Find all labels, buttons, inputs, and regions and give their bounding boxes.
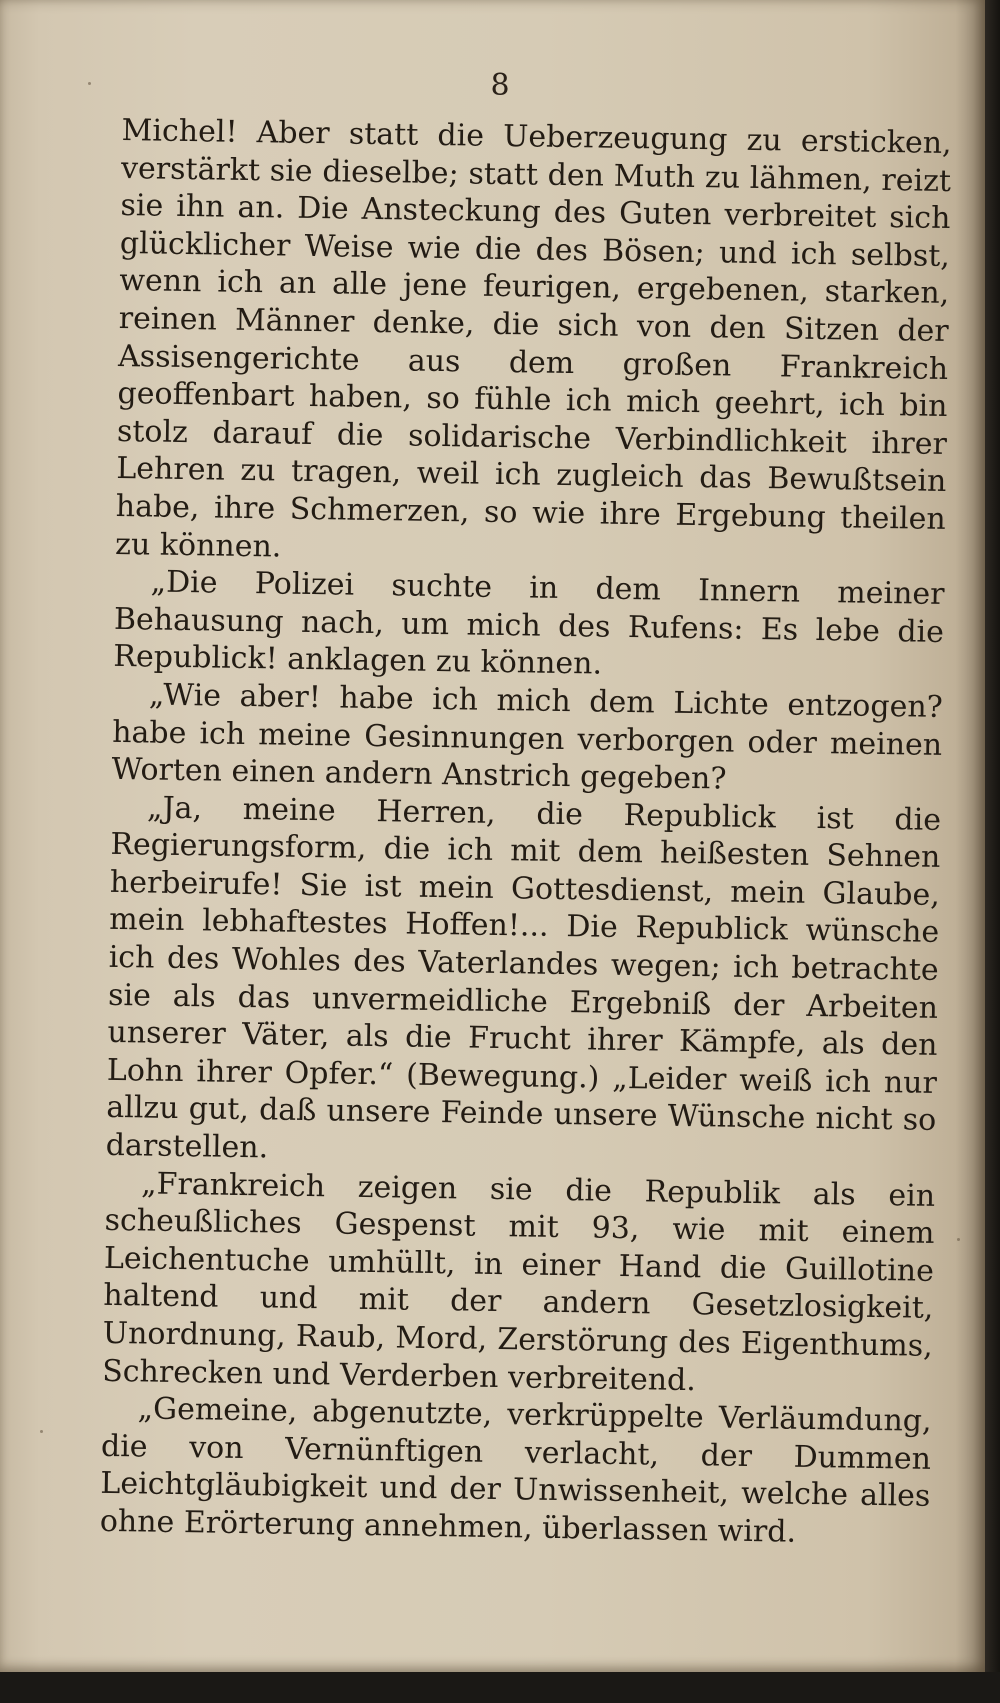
page-number: 8 bbox=[490, 68, 510, 103]
paragraph: „Wie aber! habe ich mich dem Lichte entzogen? habe ich meine Gesinnungen verborgen oder meinen Worten einen andern Anstrich gegeben? bbox=[111, 677, 944, 797]
paper-speck bbox=[40, 1430, 43, 1433]
scan-bottom-background bbox=[0, 1672, 1000, 1703]
scan-edge-shadow bbox=[985, 0, 1000, 1703]
body-text bbox=[100, 112, 952, 1553]
paper-speck bbox=[957, 1238, 960, 1241]
paragraph: „Die Polizei suchte in dem Innern meiner Behausung nach, um mich des Rufens: Es lebe die Republick! anklagen zu können. bbox=[113, 564, 945, 682]
paragraph: „Ja, meine Herren, die Republick ist die Regierungsform, die ich mit dem heißesten Sehnen herbeirufe! Sie ist mein Gottesdienst, mein Glaube, mein lebhaftestes Hoffen!... Die Republick wünsche ich des Wohles des Vaterlandes wegen; ich betrachte sie als das unvermeidliche Ergebniß der Arbeiten unserer Väter, als die Frucht ihrer Kämpfe, als den Lohn ihrer Opfer.“ (Bewegung.) „Leider weiß ich nur allzu gut, daß unsere Feinde unsere Wünsche nicht so darstellen. bbox=[105, 790, 942, 1166]
paragraph: Michel! Aber statt die Ueberzeugung zu ersticken, verstärkt sie dieselbe; statt den Muth zu lähmen, reizt sie ihn an. Die Ansteckung des Guten verbreitet sich glücklicher Weise wie die des Bösen; und ich selbst, wenn ich an alle jene feurigen, ergebenen, starken, reinen Männer denke, die sich von den Sitzen der Assisengerichte aus dem großen Frankreich geoffenbart haben, so fühle ich mich geehrt, ich bin stolz darauf die solidarische Verbindlichkeit ihrer Lehren zu tragen, weil ich zugleich das Bewußtsein habe, ihre Schmerzen, so wie ihre Ergebung theilen zu können. bbox=[114, 112, 952, 565]
paragraph: „Frankreich zeigen sie die Republik als ein scheußliches Gespenst mit 93, wie mit einem Leichentuche umhüllt, in einer Hand die Guillotine haltend und mit der andern Gesetzlosigkeit, Unordnung, Raub, Mord, Zerstörung des Eigenthums, Schrecken und Verderben verbreitend. bbox=[101, 1166, 936, 1398]
paragraph: „Gemeine, abgenutzte, verkrüppelte Verläumdung, die von Vernünftigen verlacht, der Dummen Leichtgläubigkeit und der Unwissenheit, welche alles ohne Erörterung annehmen, überlassen wird. bbox=[99, 1391, 932, 1550]
